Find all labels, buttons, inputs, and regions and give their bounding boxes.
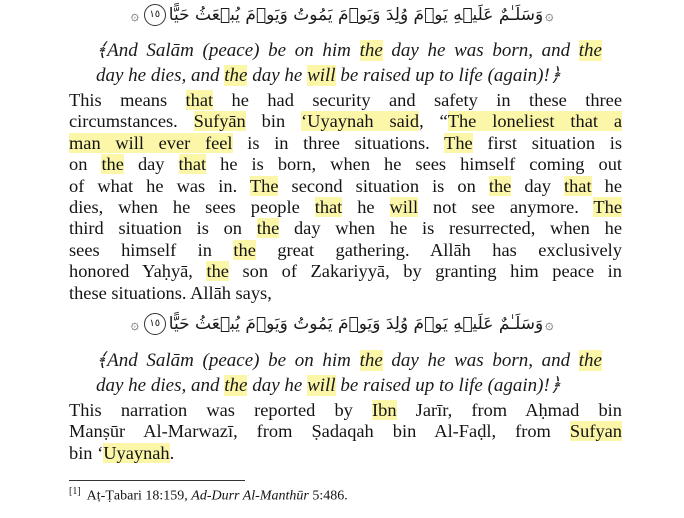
text-segment: third situation is on	[69, 218, 257, 239]
text-segment: he is born, when he sees himself coming out	[206, 154, 623, 175]
highlighted-text: the	[488, 175, 512, 196]
verse-number-mark: ١٥	[144, 313, 166, 335]
verse-ornament-icon: ۞	[130, 317, 139, 333]
quran-verse-bottom	[0, 313, 684, 335]
quran-verse-top	[0, 4, 684, 26]
text-segment: circumstances.	[69, 111, 194, 132]
highlighted-text: Sufyan	[569, 421, 622, 442]
text-segment: first situation is	[472, 132, 622, 153]
text-line	[69, 218, 622, 239]
text-segment: he	[591, 175, 622, 196]
text-line	[69, 400, 622, 421]
highlighted-text: that	[563, 175, 592, 196]
narration-paragraph	[69, 400, 622, 464]
text-segment: bin	[245, 111, 302, 132]
text-line	[69, 90, 622, 111]
text-line	[69, 443, 622, 464]
text-segment: these situations. Allāh says,	[69, 282, 272, 303]
verse-translation-bottom	[96, 348, 602, 398]
text-segment: on	[69, 154, 102, 175]
verse-number-mark: ١٥	[144, 4, 166, 26]
highlighted-text: man will ever feel	[69, 132, 233, 153]
highlighted-text: the	[101, 154, 124, 175]
text-segment: second situation is on	[278, 175, 489, 196]
text-segment: bin ‘	[69, 442, 104, 463]
highlighted-text: The loneliest that a	[447, 111, 623, 132]
highlighted-text: will	[389, 197, 419, 218]
highlighted-text: that	[314, 197, 343, 218]
footnote-ref-a: Aṭ-Ṭabari 18:159,	[86, 488, 192, 504]
text-line	[69, 176, 622, 197]
verse-arabic-text: وَسَلَـٰمٌ عَلَيۡهِ يَوۡمَ وُلِدَ وَيَوۡمَ يَمُوتُ وَيَوۡمَ يُبۡعَثُ حَيًّا	[168, 314, 544, 334]
footnote-ref-c: 5:486.	[308, 488, 348, 504]
verse-arabic-text: وَسَلَـٰمٌ عَلَيۡهِ يَوۡمَ وُلِدَ وَيَوۡمَ يَمُوتُ وَيَوۡمَ يُبۡعَثُ حَيًّا	[168, 5, 544, 25]
text-segment: This means	[69, 90, 186, 110]
translation-line: day he dies, and the day he will be raised up to life (again)!﴿	[96, 65, 561, 86]
translation-line: ﴾And Salām (peace) be on him the day he was born, and the	[96, 350, 602, 371]
text-segment: sees himself in	[69, 239, 234, 260]
text-segment: he had security and safety in these three	[213, 90, 622, 110]
highlighted-text: the	[206, 261, 229, 282]
text-segment: honored Yaḥyā,	[69, 261, 207, 282]
text-segment: dies, when he sees people	[69, 197, 315, 218]
text-segment: Jarīr, from Aḥmad bin	[396, 400, 622, 420]
text-line	[69, 261, 622, 282]
text-segment: is in three situations.	[232, 132, 445, 153]
text-segment: Manṣūr Al-Marwazī, from Ṣadaqah bin Al-Faḍl, from	[69, 421, 570, 442]
text-segment: not see anymore.	[418, 197, 594, 218]
text-line	[69, 154, 622, 175]
text-line	[69, 197, 622, 218]
text-segment: day	[511, 175, 564, 196]
text-line	[69, 421, 622, 442]
text-segment: he	[342, 197, 390, 218]
verse-ornament-icon: ۞	[545, 317, 554, 333]
highlighted-text: ‘Uyaynah said	[301, 111, 420, 132]
text-segment: , “	[419, 111, 448, 132]
highlighted-text: that	[185, 90, 214, 110]
text-segment: son of Zakariyyā, by granting him peace in	[228, 261, 622, 282]
footnote-marker: [1]	[69, 486, 81, 497]
text-line	[69, 240, 622, 261]
text-segment: .	[169, 442, 175, 463]
text-line	[69, 283, 622, 304]
text-segment: This narration was reported by	[69, 400, 373, 420]
highlighted-text: that	[178, 154, 207, 175]
highlighted-text: The	[593, 197, 623, 218]
text-segment: great gathering. Allāh has exclusively	[255, 239, 622, 260]
highlighted-text: Sufyān	[193, 111, 246, 132]
highlighted-text: The	[249, 175, 279, 196]
highlighted-text: Ibn	[372, 400, 397, 420]
translation-line: ﴾And Salām (peace) be on him the day he was born, and the	[96, 40, 602, 61]
text-line	[69, 111, 622, 132]
footnote-ref-title: Ad-Durr Al-Manthūr	[191, 488, 309, 504]
text-segment: day when he is resurrected, when he	[279, 218, 622, 239]
highlighted-text: the	[256, 218, 280, 239]
highlighted-text: The	[444, 132, 473, 153]
text-segment: day	[123, 154, 179, 175]
highlighted-text: Uyaynah	[103, 442, 170, 463]
footnote	[69, 486, 348, 505]
text-segment: of what he was in.	[69, 175, 250, 196]
verse-ornament-icon: ۞	[130, 8, 139, 24]
verse-ornament-icon: ۞	[545, 8, 554, 24]
text-line	[69, 133, 622, 154]
footnote-divider	[69, 480, 245, 481]
commentary-paragraph	[69, 90, 622, 304]
translation-line: day he dies, and the day he will be raised up to life (again)!﴿	[96, 375, 561, 396]
highlighted-text: the	[233, 239, 256, 260]
verse-translation-top	[96, 38, 602, 88]
